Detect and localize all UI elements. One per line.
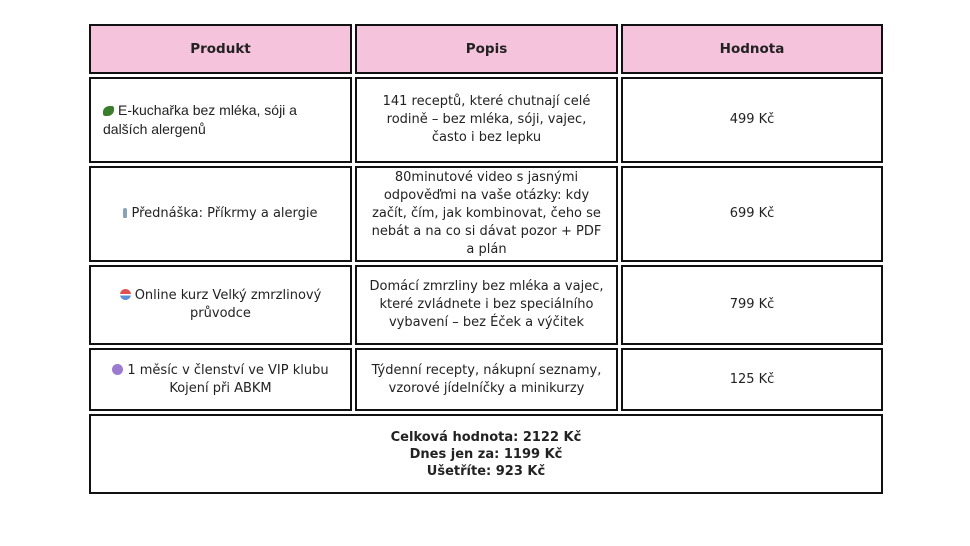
- header-produkt: Produkt: [89, 24, 352, 74]
- row-3-product-text: Online kurz Velký zmrzlinový průvodce: [134, 288, 322, 321]
- row-1-description: 141 receptů, které chutnají celé rodině – bez mléka, sóji, vajec, často i bez lepku: [355, 77, 618, 163]
- row-4-product-text: 1 měsíc v členství ve VIP klubu Kojení při ABKM: [127, 362, 329, 396]
- row-2-value: 699 Kč: [621, 166, 883, 262]
- row-4-product: [89, 348, 352, 411]
- row-3-description: Domácí zmrzliny bez mléka a vajec, které zvládnete i bez speciálního vybavení – bez Éček a výčitek: [355, 265, 618, 345]
- summary-saved: Ušetříte: 923 Kč: [426, 463, 546, 479]
- row-4-value: 125 Kč: [621, 348, 883, 411]
- row-2-product: [89, 166, 352, 262]
- spoon-icon: [123, 208, 127, 218]
- row-1-product: [89, 77, 352, 163]
- purple-heart-icon: [112, 364, 123, 375]
- header-popis: Popis: [355, 24, 618, 74]
- offer-table: [89, 24, 881, 494]
- header-hodnota: Hodnota: [621, 24, 883, 74]
- summary-today: Dnes jen za: 1199 Kč: [409, 446, 563, 462]
- row-1-value: 499 Kč: [621, 77, 883, 163]
- summary-cell: [89, 414, 883, 494]
- broccoli-icon: [103, 106, 114, 116]
- row-3-value: 799 Kč: [621, 265, 883, 345]
- row-1-product-text: E-kuchařka bez mléka, sóji a dalších alergenů: [103, 102, 297, 137]
- row-2-product-text: Přednáška: Příkrmy a alergie: [131, 206, 318, 221]
- row-3-product: [89, 265, 352, 345]
- row-2-description: 80minutové video s jasnými odpověďmi na vaše otázky: kdy začít, čím, jak kombinovat, čeho se nebát a na co si dávat pozor + PDF a plán: [355, 166, 618, 262]
- row-4-description: Týdenní recepty, nákupní seznamy, vzorové jídelníčky a minikurzy: [355, 348, 618, 411]
- summary-total: Celková hodnota: 2122 Kč: [390, 429, 582, 445]
- ice-cream-ball-icon: [120, 289, 131, 300]
